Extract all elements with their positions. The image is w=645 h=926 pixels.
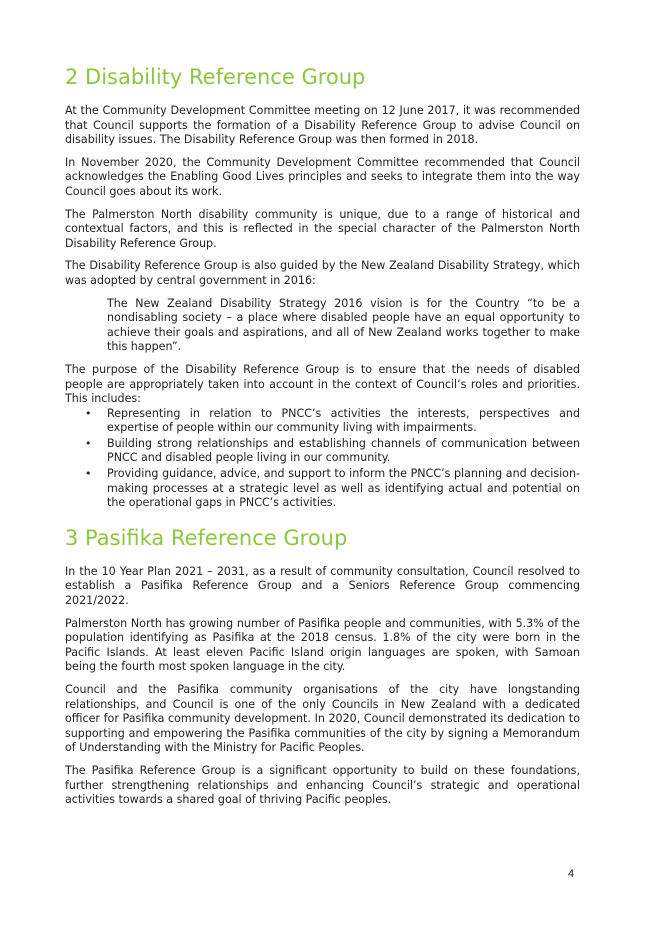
bullet-icon: • xyxy=(85,436,92,450)
section-3-paragraph-1: In the 10 Year Plan 2021 – 2031, as a result of community consultation, Council resolved to establish a Pasifika Reference Group and a Seniors Reference Group commencing 2021/2022. xyxy=(65,564,580,608)
section-2-paragraph-4: The Disability Reference Group is also guided by the New Zealand Disability Strategy, which was adopted by central government in 2016: xyxy=(65,259,580,287)
section-2-paragraph-5: The purpose of the Disability Reference Group is to ensure that the needs of disabled people are appropriately taken into account in the context of Council’s roles and priorities. This includes: xyxy=(65,362,580,406)
purpose-list xyxy=(65,407,580,511)
page-number: 4 xyxy=(568,868,575,880)
section-3-paragraph-4: The Pasifika Reference Group is a significant opportunity to build on these foundations, further strengthening relationships and enhancing Council’s strategic and operational activities towards a shared goal of thriving Pacific peoples. xyxy=(65,763,580,807)
list-item-text: Providing guidance, advice, and support to inform the PNCC’s planning and decision-making processes at a strategic level as well as identifying actual and potential on the operational gaps in PNCC’s activities. xyxy=(107,467,580,510)
list-item xyxy=(65,407,580,436)
list-item-text: Representing in relation to PNCC’s activities the interests, perspectives and expertise of people within our community living with impairments. xyxy=(107,406,580,435)
section-3-paragraph-2: Palmerston North has growing number of Pasifika people and communities, with 5.3% of the population identifying as Pasifika at the 2018 census. 1.8% of the city were born in the Pacific Islands. At least eleven Pacific Island origin languages are spoken, with Samoan being the fourth most spoken language in the city. xyxy=(65,616,580,674)
list-item xyxy=(65,467,580,511)
section-3-heading: 3 Pasifika Reference Group xyxy=(65,525,348,550)
list-item-text: Building strong relationships and establishing channels of communication between PNCC and disabled people living in our community. xyxy=(107,436,580,465)
section-2-paragraph-3: The Palmerston North disability community is unique, due to a range of historical and contextual factors, and this is reflected in the special character of the Palmerston North Disability Reference Group. xyxy=(65,207,580,250)
section-3-paragraph-3: Council and the Pasifika community organisations of the city have longstanding relationships, and Council is one of the only Councils in New Zealand with a dedicated officer for Pasifika community development. In 2020, Council demonstrated its dedication to supporting and empowering the Pasifika communities of the city by signing a Memorandum of Understanding with the Ministry for Pacific Peoples. xyxy=(65,683,580,755)
page-content xyxy=(65,62,580,816)
bullet-icon: • xyxy=(85,406,92,420)
list-item xyxy=(65,437,580,466)
section-2-heading: 2 Disability Reference Group xyxy=(65,65,366,89)
section-2-paragraph-1: At the Community Development Committee meeting on 12 June 2017, it was recommended that Council supports the formation of a Disability Reference Group to advise Council on disability issues. The Disability Reference Group was then formed in 2018. xyxy=(65,104,580,147)
bullet-icon: • xyxy=(85,467,92,481)
strategy-quote: The New Zealand Disability Strategy 2016 vision is for the Country “to be a nondisabling society – a place where disabled people have an equal opportunity to achieve their goals and aspirations, and all of New Zealand works together to make this happen”. xyxy=(107,296,580,354)
section-2-paragraph-2: In November 2020, the Community Development Committee recommended that Council acknowledges the Enabling Good Lives principles and seeks to integrate them into the way Council goes about its work. xyxy=(65,155,580,198)
